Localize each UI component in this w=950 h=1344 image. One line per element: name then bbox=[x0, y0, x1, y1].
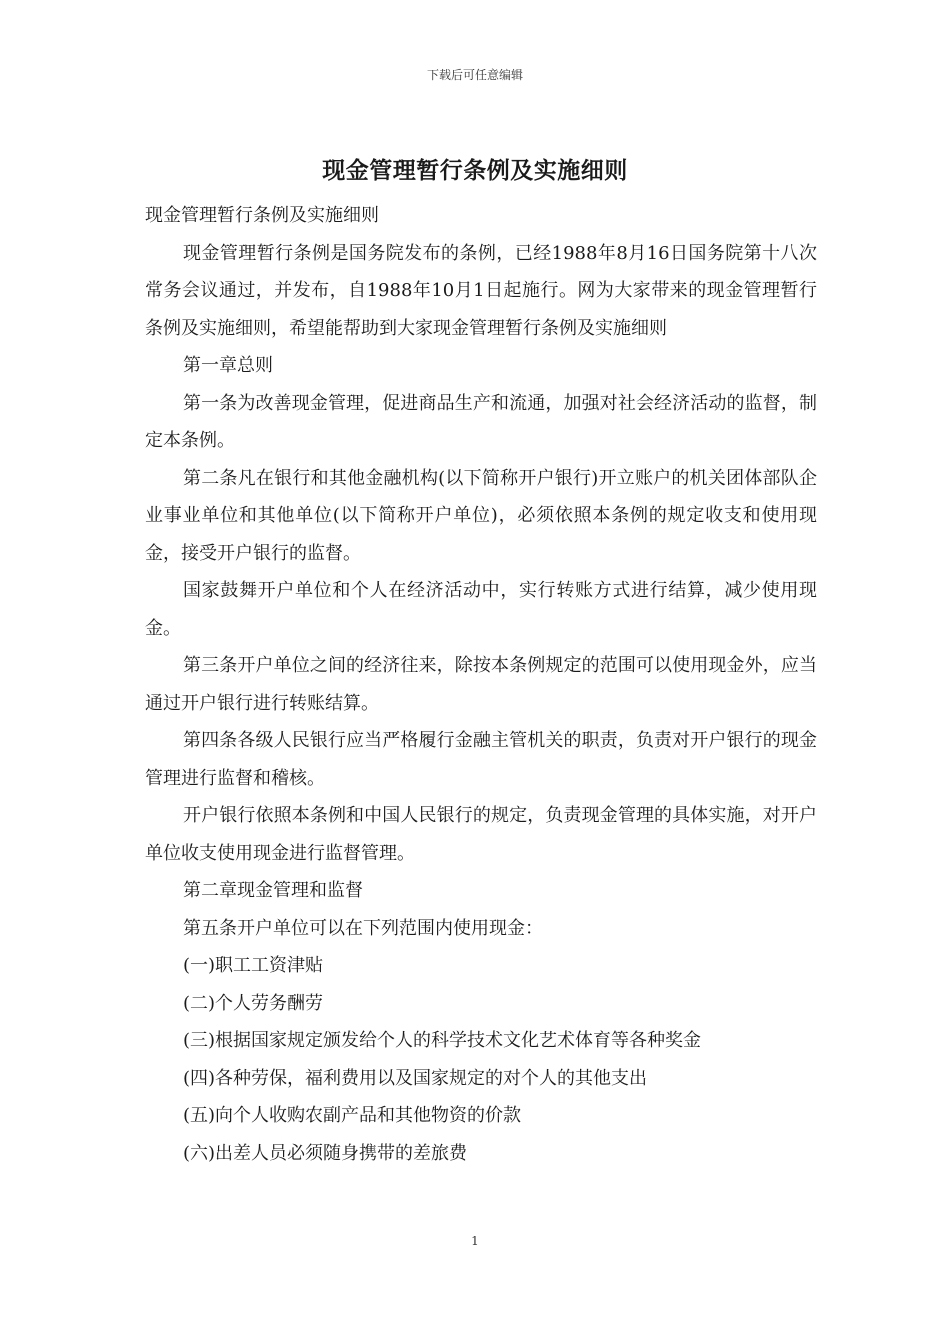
paragraph: 现金管理暂行条例是国务院发布的条例，已经1988年8月16日国务院第十八次常务会议通过，并发布，自1988年10月1日起施行。网为大家带来的现金管理暂行条例及实施细则，希望能帮助到大家现金管理暂行条例及实施细则 bbox=[145, 242, 817, 339]
paragraph: 第五条开户单位可以在下列范围内使用现金： bbox=[183, 917, 543, 939]
list-item: (二)个人劳务酬劳 bbox=[183, 992, 324, 1014]
paragraph: 第三条开户单位之间的经济往来，除按本条例规定的范围可以使用现金外，应当通过开户银行进行转账结算。 bbox=[145, 655, 817, 714]
subtitle-line: 现金管理暂行条例及实施细则 bbox=[145, 205, 379, 226]
document-title: 现金管理暂行条例及实施细则 bbox=[322, 157, 628, 184]
list-item: (五)向个人收购农副产品和其他物资的价款 bbox=[183, 1105, 522, 1126]
list-item: (四)各种劳保，福利费用以及国家规定的对个人的其他支出 bbox=[183, 1067, 648, 1089]
paragraph: 开户银行依照本条例和中国人民银行的规定，负责现金管理的具体实施，对开户单位收支使用现金进行监督管理。 bbox=[145, 805, 817, 864]
list-item: (三)根据国家规定颁发给个人的科学技术文化艺术体育等各种奖金 bbox=[183, 1030, 702, 1051]
paragraph: 第四条各级人民银行应当严格履行金融主管机关的职责，负责对开户银行的现金管理进行监督和稽核。 bbox=[145, 730, 817, 789]
paragraph: 国家鼓舞开户单位和个人在经济活动中，实行转账方式进行结算，减少使用现金。 bbox=[145, 580, 817, 639]
paragraph: 第一条为改善现金管理，促进商品生产和流通，加强对社会经济活动的监督，制定本条例。 bbox=[145, 392, 817, 451]
list-item: (一)职工工资津贴 bbox=[183, 955, 324, 976]
list-item: (六)出差人员必须随身携带的差旅费 bbox=[183, 1142, 468, 1164]
chapter-heading: 第二章现金管理和监督 bbox=[183, 880, 363, 901]
paragraph: 第二条凡在银行和其他金融机构(以下简称开户银行)开立账户的机关团体部队企业事业单位和其他单位(以下简称开户单位)，必须依照本条例的规定收支和使用现金，接受开户银行的监督。 bbox=[145, 467, 817, 564]
document-body bbox=[145, 197, 817, 1172]
chapter-heading: 第一章总则 bbox=[183, 355, 273, 376]
page-header: 下载后可任意编辑 bbox=[426, 68, 523, 82]
page-number: 1 bbox=[471, 1234, 479, 1248]
